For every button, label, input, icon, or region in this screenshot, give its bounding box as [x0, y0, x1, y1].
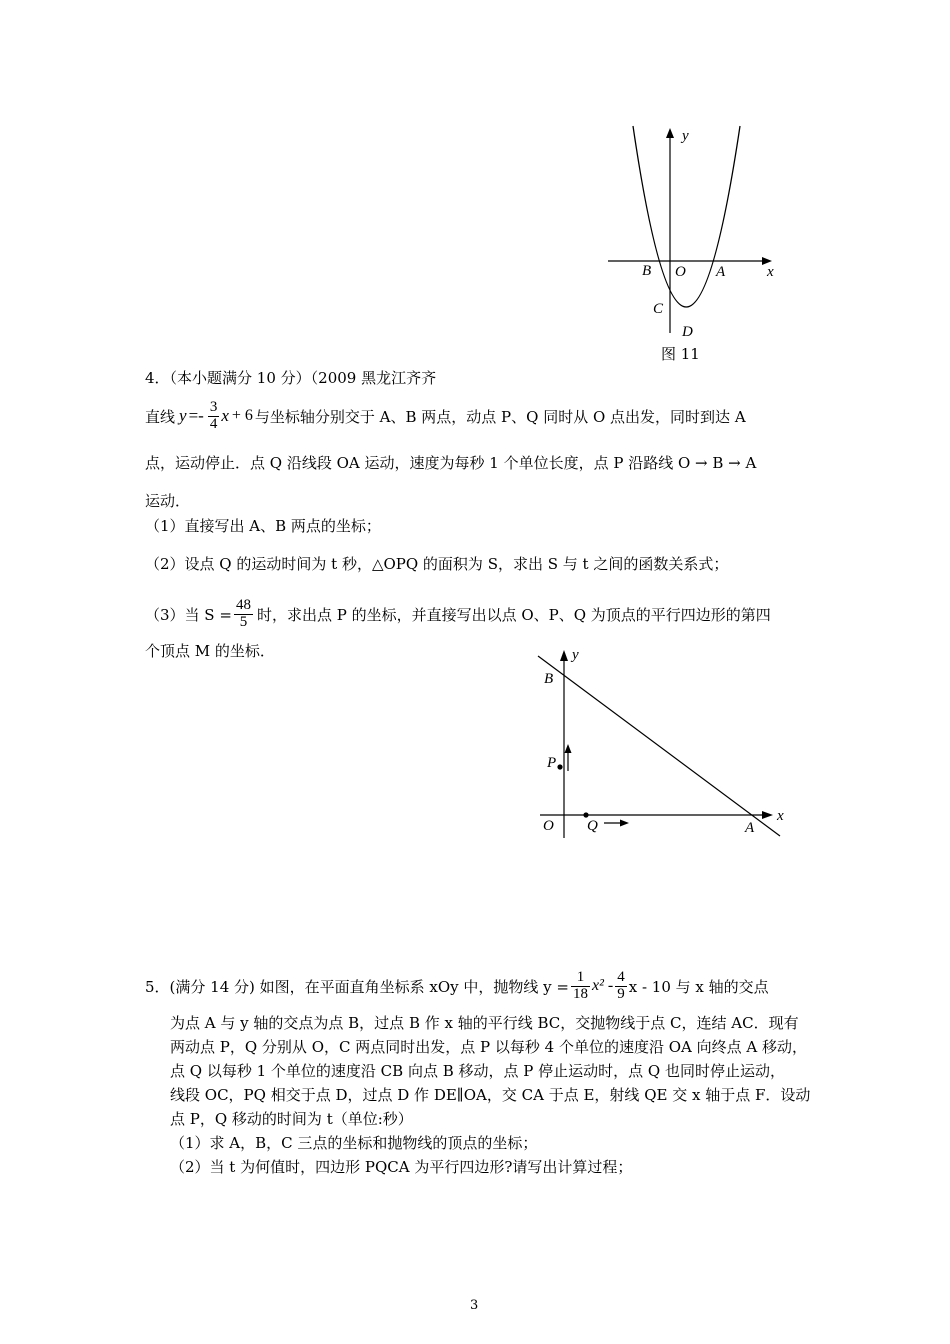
- q4-point-Q: [583, 812, 588, 817]
- fig11-label-A: A: [716, 264, 726, 280]
- q4-line1-pre: 直线: [145, 407, 176, 426]
- q5-fraction-2: [615, 970, 627, 1003]
- q4-line-AB: [538, 656, 780, 836]
- q4-sub3-num: 48: [235, 596, 251, 613]
- q4-fig-label-x: x: [777, 808, 784, 824]
- q4-frac-den: 4: [209, 415, 218, 432]
- q4-heading: 4．（本小题满分 10 分）（2009 黑龙江齐齐: [145, 369, 437, 387]
- q4-sub3-line2: 个顶点 M 的坐标．: [145, 642, 275, 660]
- fig11-label-D: D: [682, 324, 693, 340]
- q4-sub3-fraction: [234, 598, 253, 631]
- fig11-label-y: y: [682, 128, 689, 144]
- q4-line1-post: 与坐标轴分别交于 A、B 两点，动点 P、Q 同时从 O 点出发，同时到达 A: [254, 407, 746, 426]
- fig11-label-C: C: [653, 301, 664, 317]
- q4-line1: [145, 392, 746, 440]
- q4-sub3-post: 时，求出点 P 的坐标，并直接写出以点 O、P、Q 为顶点的平行四边形的第四: [256, 605, 771, 624]
- q4-point-P: [557, 764, 562, 769]
- q5-body-line: 点 P，Q 移动的时间为 t（单位:秒）: [170, 1110, 413, 1128]
- q4-eq-x: x: [221, 406, 229, 425]
- q4-sub3: [145, 590, 771, 638]
- q4-line2: 点，运动停止．点 Q 沿线段 OA 运动，速度为每秒 1 个单位长度，点 P 沿路线 O → B → A: [145, 454, 757, 472]
- q4-figure: [530, 640, 800, 845]
- q4-sub3-pre: （3）当 S =: [145, 605, 232, 624]
- q5-sub2: （2）当 t 为何值时，四边形 PQCA 为平行四边形?请写出计算过程；: [170, 1158, 633, 1176]
- q4-sub1: （1）直接写出 A、B 两点的坐标；: [145, 517, 381, 535]
- y-axis-arrow: [666, 128, 674, 138]
- q4-fig-label-Q: Q: [587, 818, 598, 834]
- q4-eq-y: y: [179, 406, 187, 425]
- q4-fig-label-A: A: [745, 820, 755, 836]
- q4-y-axis-arrow: [560, 650, 568, 661]
- q4-sub3-den: 5: [239, 613, 248, 630]
- figure-11-caption: 图 11: [661, 345, 700, 363]
- q5-body-line: 为点 A 与 y 轴的交点为点 B，过点 B 作 x 轴的平行线 BC，交抛物线于点 C，连结 AC．现有: [170, 1014, 799, 1032]
- q5-line1-post: x - 10 与 x 轴的交点: [628, 977, 769, 996]
- q4-Q-arrow-head: [620, 820, 629, 827]
- fig11-label-B: B: [642, 263, 652, 279]
- q4-fig-label-y: y: [572, 647, 579, 663]
- q5-body-line: 两动点 P，Q 分别从 O，C 两点同时出发，点 P 以每秒 4 个单位的速度沿 OA 向终点 A 移动，: [170, 1038, 807, 1056]
- q4-fig-label-P: P: [547, 755, 557, 771]
- q4-frac-num: 3: [209, 398, 218, 415]
- fig11-label-x: x: [767, 264, 774, 280]
- q5-body-line: 点 Q 以每秒 1 个单位的速度沿 CB 向点 B 移动，点 P 停止运动时，点 Q 也同时停止运动，: [170, 1062, 785, 1080]
- fig11-label-O: O: [675, 264, 686, 280]
- q4-fig-label-O: O: [543, 818, 554, 834]
- q4-sub2: （2）设点 Q 的运动时间为 t 秒，△OPQ 的面积为 S，求出 S 与 t 之间的函数关系式；: [145, 555, 729, 573]
- q5-f1-den: 18: [573, 985, 588, 1002]
- q5-f2-den: 9: [617, 985, 625, 1002]
- q5-mid1: x² -: [592, 977, 614, 994]
- q4-P-arrow-head: [565, 744, 572, 753]
- q5-body: [170, 1011, 810, 1179]
- q4-eq-eq: =-: [188, 406, 204, 425]
- q4-fig-label-B: B: [544, 671, 554, 687]
- q5-body-line: 线段 OC，PQ 相交于点 D，过点 D 作 DE∥OA，交 CA 于点 E，射线 QE 交 x 轴于点 F．设动: [170, 1086, 811, 1104]
- q5-f2-num: 4: [617, 968, 625, 985]
- q4-eq-rest: + 6: [231, 407, 253, 424]
- q5-fraction-1: [571, 970, 590, 1003]
- q5-line1-pre: 5．(满分 14 分) 如图，在平面直角坐标系 xOy 中，抛物线 y =: [145, 977, 569, 996]
- q4-fraction: [208, 400, 220, 433]
- q5-sub1: （1）求 A，B，C 三点的坐标和抛物线的顶点的坐标；: [170, 1134, 538, 1152]
- figure-11-parabola: [600, 118, 790, 348]
- q5-line1: [145, 962, 769, 1010]
- q5-f1-num: 1: [571, 970, 590, 987]
- page-number: 3: [470, 1298, 479, 1313]
- q4-x-axis-arrow: [762, 811, 773, 819]
- q4-line3: 运动．: [145, 492, 191, 510]
